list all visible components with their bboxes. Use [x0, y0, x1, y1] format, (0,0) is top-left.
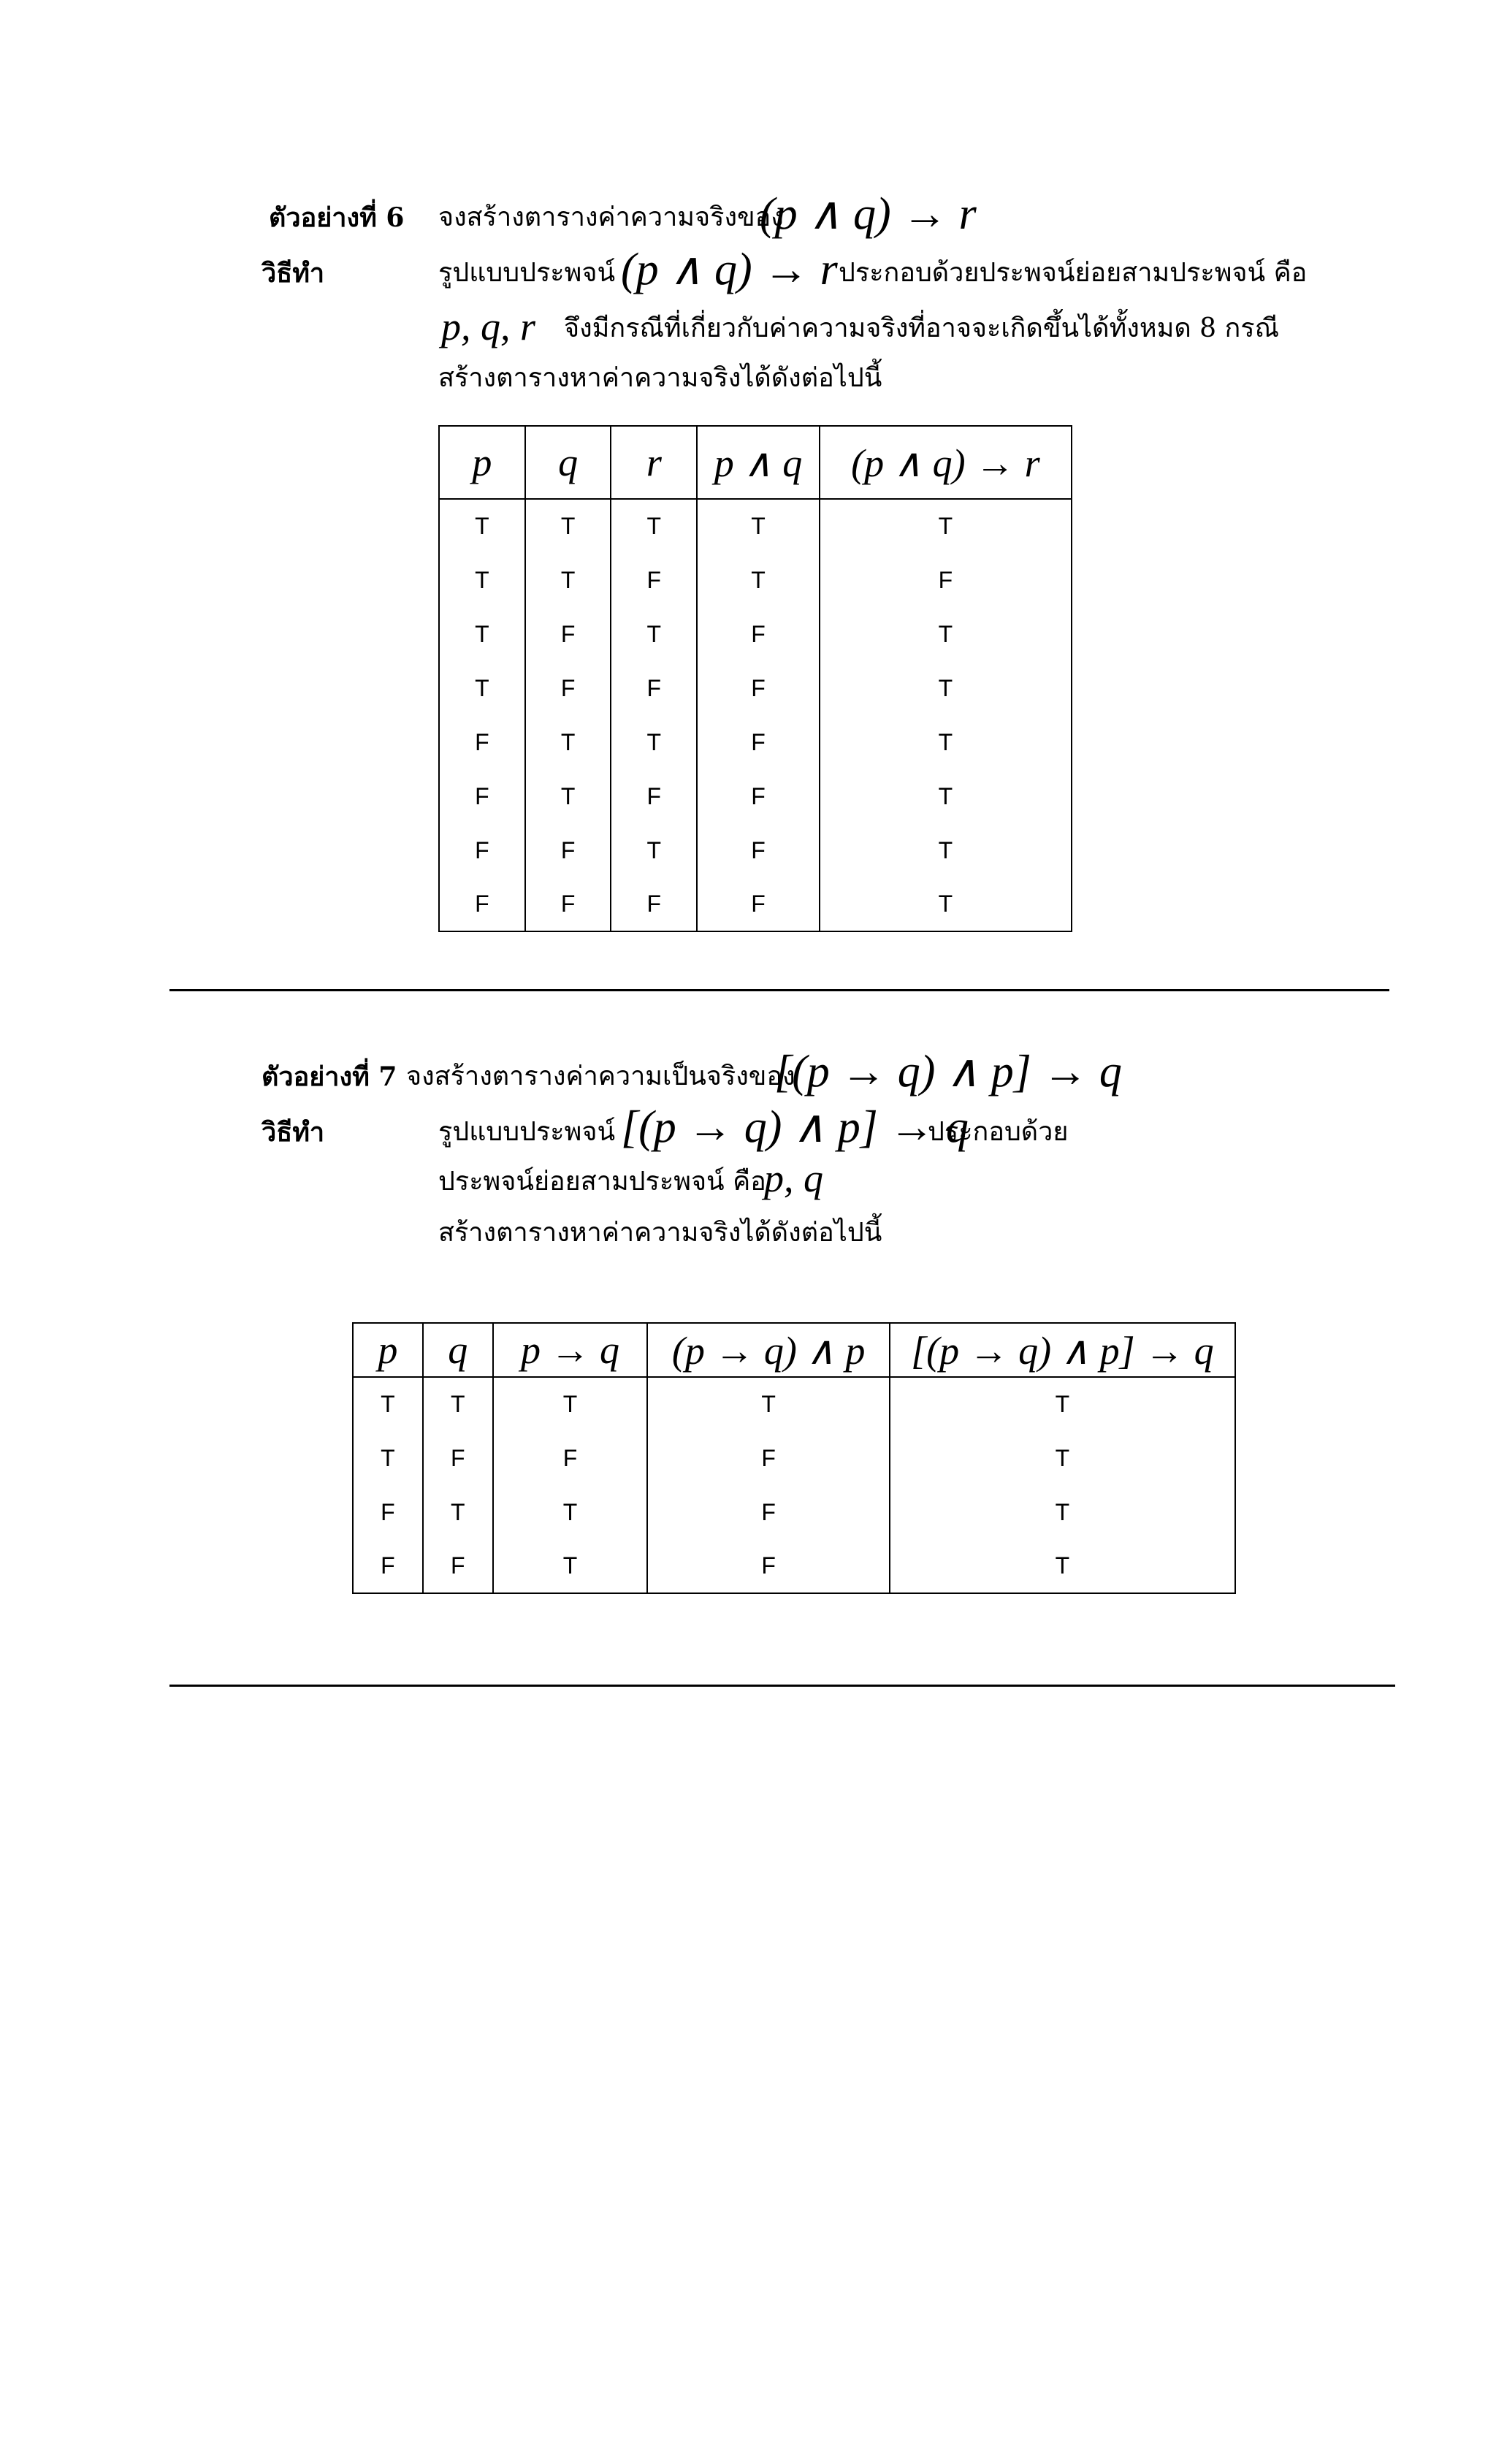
example6-label: ตัวอย่างที่ 6 — [269, 202, 405, 233]
table-cell: T — [525, 553, 611, 607]
example6-line2-expr: p, q, r — [441, 305, 536, 348]
table-cell: F — [525, 607, 611, 661]
table-row — [353, 1431, 1235, 1485]
table-cell: F — [525, 823, 611, 877]
table-cell: F — [611, 877, 697, 931]
example7-line2-text: ประพจน์ย่อยสามประพจน์ คือ — [438, 1167, 766, 1197]
table-cell: F — [493, 1431, 648, 1485]
table-header-p-and-q: p ∧ q — [697, 426, 820, 499]
table-cell: T — [820, 661, 1072, 715]
section-divider — [169, 989, 1389, 991]
table-row — [353, 1539, 1235, 1593]
table-cell: T — [493, 1377, 648, 1431]
example6-question-expr: (p ∧ q) → r — [760, 189, 977, 239]
table-cell: F — [439, 715, 525, 769]
example7-question-expr: [(p → q) ∧ p] → q — [774, 1047, 1122, 1096]
table-cell: T — [611, 499, 697, 553]
example7-solution-label: วิธีทำ — [262, 1117, 325, 1148]
table-header-full-expression: [(p → q) ∧ p] → q — [890, 1323, 1235, 1377]
table-cell: T — [820, 877, 1072, 931]
table-header-p: p — [439, 426, 525, 499]
table-header-p-implies-q-and-p: (p → q) ∧ p — [647, 1323, 889, 1377]
example6-line3-text: สร้างตารางหาค่าความจริงได้ดังต่อไปนี้ — [438, 363, 882, 393]
table-cell: T — [353, 1431, 423, 1485]
table-cell: F — [611, 661, 697, 715]
table-cell: T — [439, 607, 525, 661]
table-cell: T — [820, 607, 1072, 661]
table-cell: F — [697, 607, 820, 661]
table-cell: T — [439, 553, 525, 607]
example7-label: ตัวอย่างที่ 7 — [262, 1061, 397, 1092]
table-row — [439, 877, 1072, 931]
truth-table-example6 — [438, 425, 1072, 932]
table-cell: T — [525, 715, 611, 769]
table-cell: F — [647, 1539, 889, 1593]
example7-question: จงสร้างตารางค่าความเป็นจริงของ — [406, 1061, 795, 1091]
example6-line1-expr: (p ∧ q) → r — [621, 245, 838, 294]
example7-line2-expr: p, q — [764, 1156, 823, 1200]
example7-line1-suffix: ประกอบด้วย — [928, 1117, 1069, 1147]
table-cell: T — [525, 499, 611, 553]
truth-table-example7 — [352, 1322, 1236, 1594]
table-row — [439, 607, 1072, 661]
table-row — [439, 769, 1072, 823]
table-header-q: q — [423, 1323, 493, 1377]
table-cell: F — [439, 877, 525, 931]
table-header-r: r — [611, 426, 697, 499]
table-cell: F — [697, 823, 820, 877]
table-cell: T — [890, 1485, 1235, 1539]
table-cell: T — [611, 607, 697, 661]
table-cell: T — [353, 1377, 423, 1431]
table-cell: F — [439, 823, 525, 877]
table-cell: T — [820, 823, 1072, 877]
table-cell: F — [439, 769, 525, 823]
table-cell: F — [353, 1539, 423, 1593]
table-cell: F — [697, 769, 820, 823]
table-cell: T — [423, 1377, 493, 1431]
table-cell: T — [890, 1377, 1235, 1431]
table-row — [353, 1377, 1235, 1431]
table-cell: T — [820, 715, 1072, 769]
table-header-q: q — [525, 426, 611, 499]
table-cell: F — [697, 661, 820, 715]
table-row — [353, 1485, 1235, 1539]
table-cell: T — [525, 769, 611, 823]
table-row — [439, 823, 1072, 877]
table-cell: F — [611, 769, 697, 823]
table-header-p: p — [353, 1323, 423, 1377]
example6-line2-text: จึงมีกรณีที่เกี่ยวกับค่าความจริงที่อาจจะเกิดขึ้นได้ทั้งหมด 8 กรณี — [564, 313, 1280, 343]
table-cell: T — [647, 1377, 889, 1431]
example7-line3-text: สร้างตารางหาค่าความจริงได้ดังต่อไปนี้ — [438, 1218, 882, 1248]
table-cell: T — [423, 1485, 493, 1539]
table-cell: T — [439, 661, 525, 715]
table-cell: T — [493, 1539, 648, 1593]
table-cell: T — [493, 1485, 648, 1539]
example6-question: จงสร้างตารางค่าความจริงของ — [438, 202, 784, 232]
table-cell: F — [353, 1485, 423, 1539]
table-cell: T — [820, 499, 1072, 553]
example6-solution-label: วิธีทำ — [262, 258, 325, 289]
table-cell: F — [697, 877, 820, 931]
table-cell: T — [697, 553, 820, 607]
example6-line1-prefix: รูปแบบประพจน์ — [438, 258, 616, 288]
table-cell: F — [611, 553, 697, 607]
table-cell: T — [697, 499, 820, 553]
table-cell: T — [890, 1431, 1235, 1485]
table-cell: T — [611, 823, 697, 877]
example6-line1-suffix: ประกอบด้วยประพจน์ย่อยสามประพจน์ คือ — [839, 258, 1308, 288]
table-cell: F — [647, 1431, 889, 1485]
table-row — [439, 715, 1072, 769]
table-cell: T — [611, 715, 697, 769]
table-cell: F — [423, 1539, 493, 1593]
example7-line1-prefix: รูปแบบประพจน์ — [438, 1117, 616, 1147]
table-header-p-implies-q: p → q — [493, 1323, 648, 1377]
table-row — [439, 499, 1072, 553]
table-cell: T — [439, 499, 525, 553]
table-cell: F — [820, 553, 1072, 607]
example7-line1-expr: [(p → q) ∧ p] → q — [621, 1102, 969, 1152]
section-divider — [169, 1685, 1395, 1687]
table-cell: F — [525, 661, 611, 715]
table-row — [439, 553, 1072, 607]
table-cell: F — [423, 1431, 493, 1485]
table-cell: T — [820, 769, 1072, 823]
table-cell: F — [697, 715, 820, 769]
table-cell: T — [890, 1539, 1235, 1593]
table-row — [439, 661, 1072, 715]
table-header-p-and-q-implies-r: (p ∧ q) → r — [820, 426, 1072, 499]
table-cell: F — [525, 877, 611, 931]
table-cell: F — [647, 1485, 889, 1539]
